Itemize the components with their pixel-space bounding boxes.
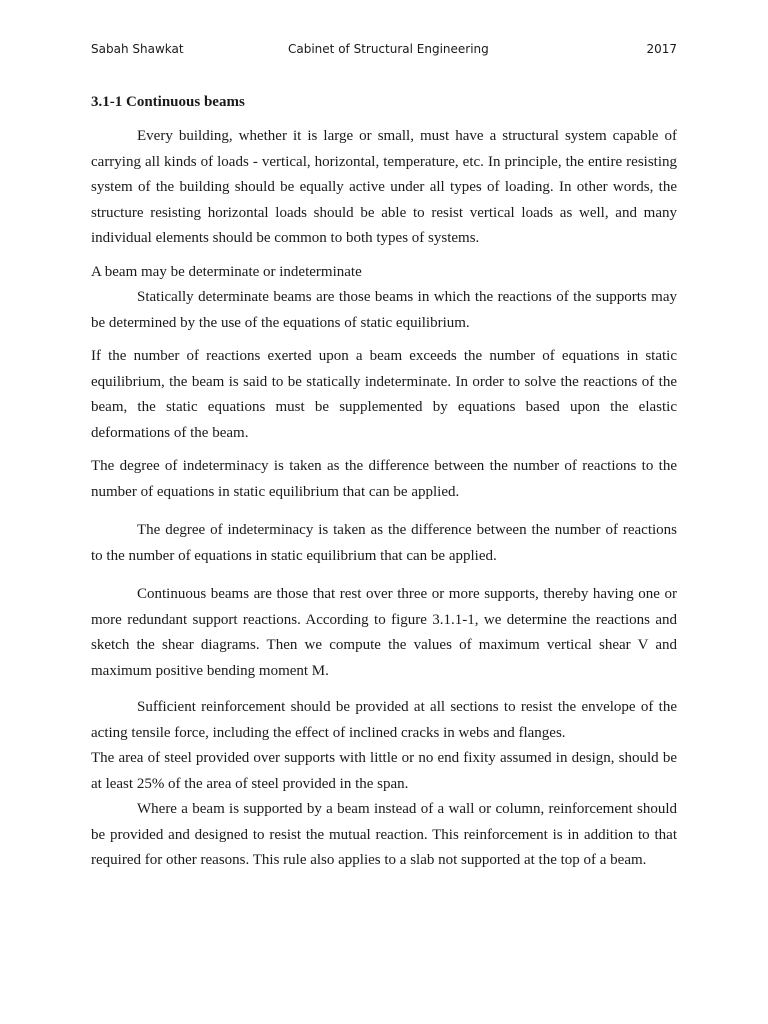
paragraph-statically-indeterminate: If the number of reactions exerted upon a beam exceeds the number of equations in static equilibrium, the beam is said to be statically indeterminate. In order to solve the reactions of the beam, the static equations must be supplemented by equations based upon the elastic deformations of the beam. [91, 348, 677, 441]
paragraph-beam-types: A beam may be determinate or indeterminate [91, 263, 362, 280]
paragraph-continuous-beams: Continuous beams are those that rest over three or more supports, thereby having one or more redundant support reactions. According to figure 3.1.1-1, we determine the reactions and sketch the shear diagrams. Then we compute the values of maximum vertical shear V and maximum positive bending moment M. [91, 586, 677, 679]
header-author: Sabah Shawkat [91, 42, 184, 56]
header-year: 2017 [646, 42, 677, 56]
paragraph-sufficient-reinforcement: Sufficient reinforcement should be provided at all sections to resist the envelope of the acting tensile force, including the effect of inclined cracks in webs and flanges. [91, 699, 677, 741]
page-body [91, 92, 677, 874]
paragraph-degree-of-indeterminacy-repeat: The degree of indeterminacy is taken as the difference between the number of reactions to the number of equations in static equilibrium that can be applied. [91, 522, 677, 564]
header-title: Cabinet of Structural Engineering [288, 42, 489, 56]
page-header [91, 42, 677, 62]
section-heading: 3.1-1 Continuous beams [91, 94, 245, 110]
paragraph-degree-of-indeterminacy: The degree of indeterminacy is taken as the difference between the number of reactions to the number of equations in static equilibrium that can be applied. [91, 458, 677, 500]
paragraph-beam-supported-by-beam: Where a beam is supported by a beam instead of a wall or column, reinforcement should be provided and designed to resist the mutual reaction. This reinforcement is in addition to that required for other reasons. This rule also applies to a slab not supported at the top of a beam. [91, 801, 677, 868]
paragraph-steel-area: The area of steel provided over supports with little or no end fixity assumed in design, should be at least 25% of the area of steel provided in the span. [91, 750, 677, 792]
paragraph-structural-system: Every building, whether it is large or small, must have a structural system capable of carrying all kinds of loads - vertical, horizontal, temperature, etc. In principle, the entire resisting system of the building should be equally active under all types of loading. In other words, the structure resisting horizontal loads should be able to resist vertical loads as well, and many individual elements should be common to both types of systems. [91, 128, 677, 246]
paragraph-statically-determinate: Statically determinate beams are those beams in which the reactions of the supports may be determined by the use of the equations of static equilibrium. [91, 289, 677, 331]
